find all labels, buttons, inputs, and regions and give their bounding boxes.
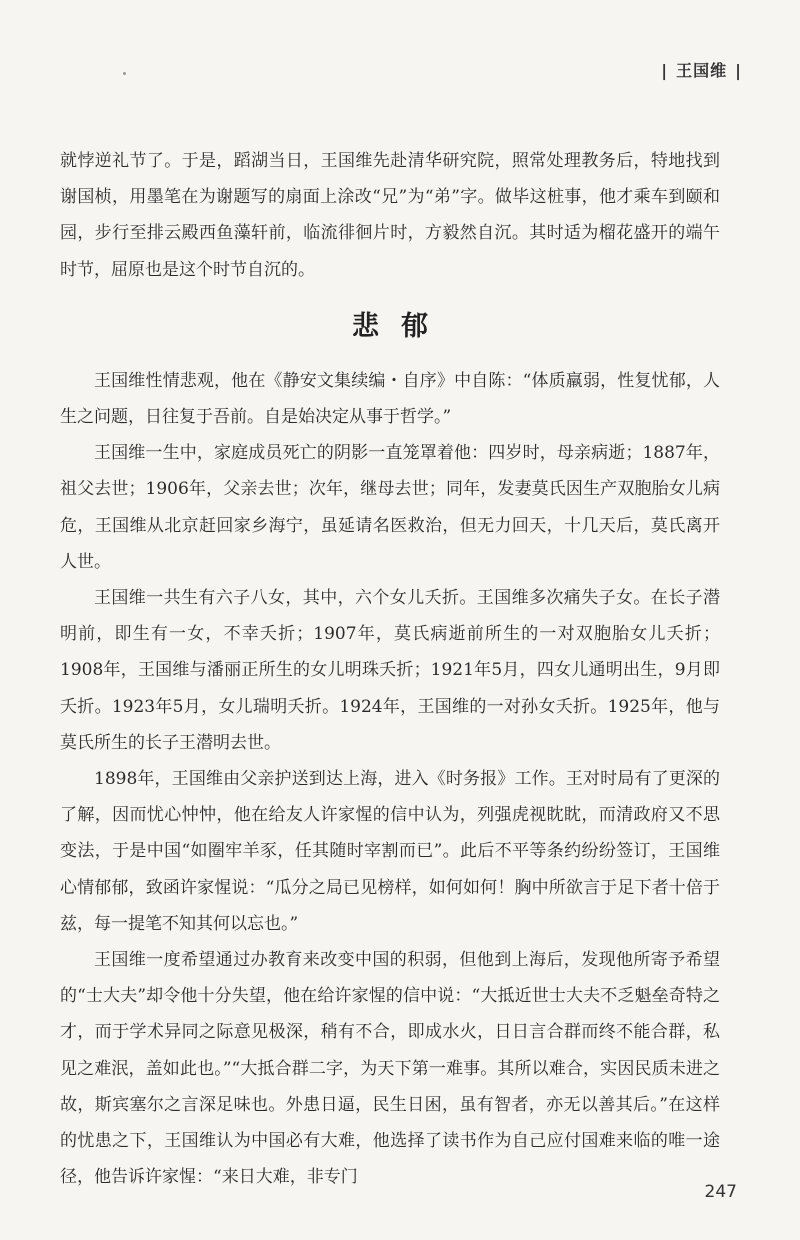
body-paragraph-1: 王国维性情悲观，他在《静安文集续编・自序》中自陈：“体质羸弱，性复忧郁，人生之问题，日往复于吾前。自是始决定从事于哲学。”: [60, 370, 720, 428]
header-title: 王国维: [676, 61, 728, 80]
section-title: 悲郁: [352, 310, 450, 342]
page-number: 247: [704, 1182, 737, 1202]
header-bar-right: |: [735, 61, 742, 80]
body-paragraph-3: 王国维一共生有六子八女，其中，六个女儿夭折。王国维多次痛失子女。在长子潜明前，即生有一女，不幸夭折；1907年，莫氏病逝前所生的一对双胞胎女儿夭折；1908年，王国维与潘丽正所生的女儿明珠夭折；1921年5月，四女儿通明出生，9月即夭折。1923年5月，女儿瑞明夭折。1924年，王国维的一对孙女夭折。1925年，他与莫氏所生的长子王潜明去世。: [60, 588, 720, 753]
body-paragraph-4: 1898年，王国维由父亲护送到达上海，进入《时务报》工作。王对时局有了更深的了解，因而忧心忡忡，他在给友人许家惺的信中认为，列强虎视眈眈，而清政府又不思变法，于是中国“如圈牢羊豕，任其随时宰割而已”。此后不平等条约纷纷签订，王国维心情郁郁，致函许家惺说：“瓜分之局已见榜样，如何如何！胸中所欲言于足下者十倍于兹，每一提笔不知其何以忘也。”: [60, 769, 720, 934]
continuation-paragraph: 就悖逆礼节了。于是，蹈湖当日，王国维先赴清华研究院，照常处理教务后，特地找到谢国桢，用墨笔在为谢题写的扇面上涂改“兄”为“弟”字。做毕这桩事，他才乘车到颐和园，步行至排云殿西鱼藻轩前，临流徘徊片时，方毅然自沉。其时适为榴花盛开的端午时节，屈原也是这个时节自沉的。: [60, 151, 720, 280]
scan-speck: [123, 72, 126, 75]
page-body: [60, 143, 720, 1195]
body-paragraph-2: 王国维一生中，家庭成员死亡的阴影一直笼罩着他：四岁时，母亲病逝；1887年，祖父去世；1906年，父亲去世；次年，继母去世；同年，发妻莫氏因生产双胞胎女儿病危，王国维从北京赶回家乡海宁，虽延请名医救治，但无力回天，十几天后，莫氏离开人世。: [60, 443, 720, 572]
running-header: [653, 58, 750, 81]
body-paragraph-5: 王国维一度希望通过办教育来改变中国的积弱，但他到上海后，发现他所寄予希望的“士大夫”却令他十分失望，他在给许家惺的信中说：“大抵近世士大夫不乏魁垒奇特之才，而于学术异同之际意见极深，稍有不合，即成水火，日日言合群而终不能合群，私见之难泯，盖如此也。”“大抵合群二字，为天下第一难事。其所以难合，实因民质未进之故，斯宾塞尔之言深足味也。外患日逼，民生日困，虽有智者，亦无以善其后。”在这样的忧患之下，王国维认为中国必有大难，他选择了读书作为自己应付国难来临的唯一途径，他告诉许家惺：“来日大难，非专门: [60, 950, 720, 1188]
header-bar-left: |: [661, 61, 669, 80]
